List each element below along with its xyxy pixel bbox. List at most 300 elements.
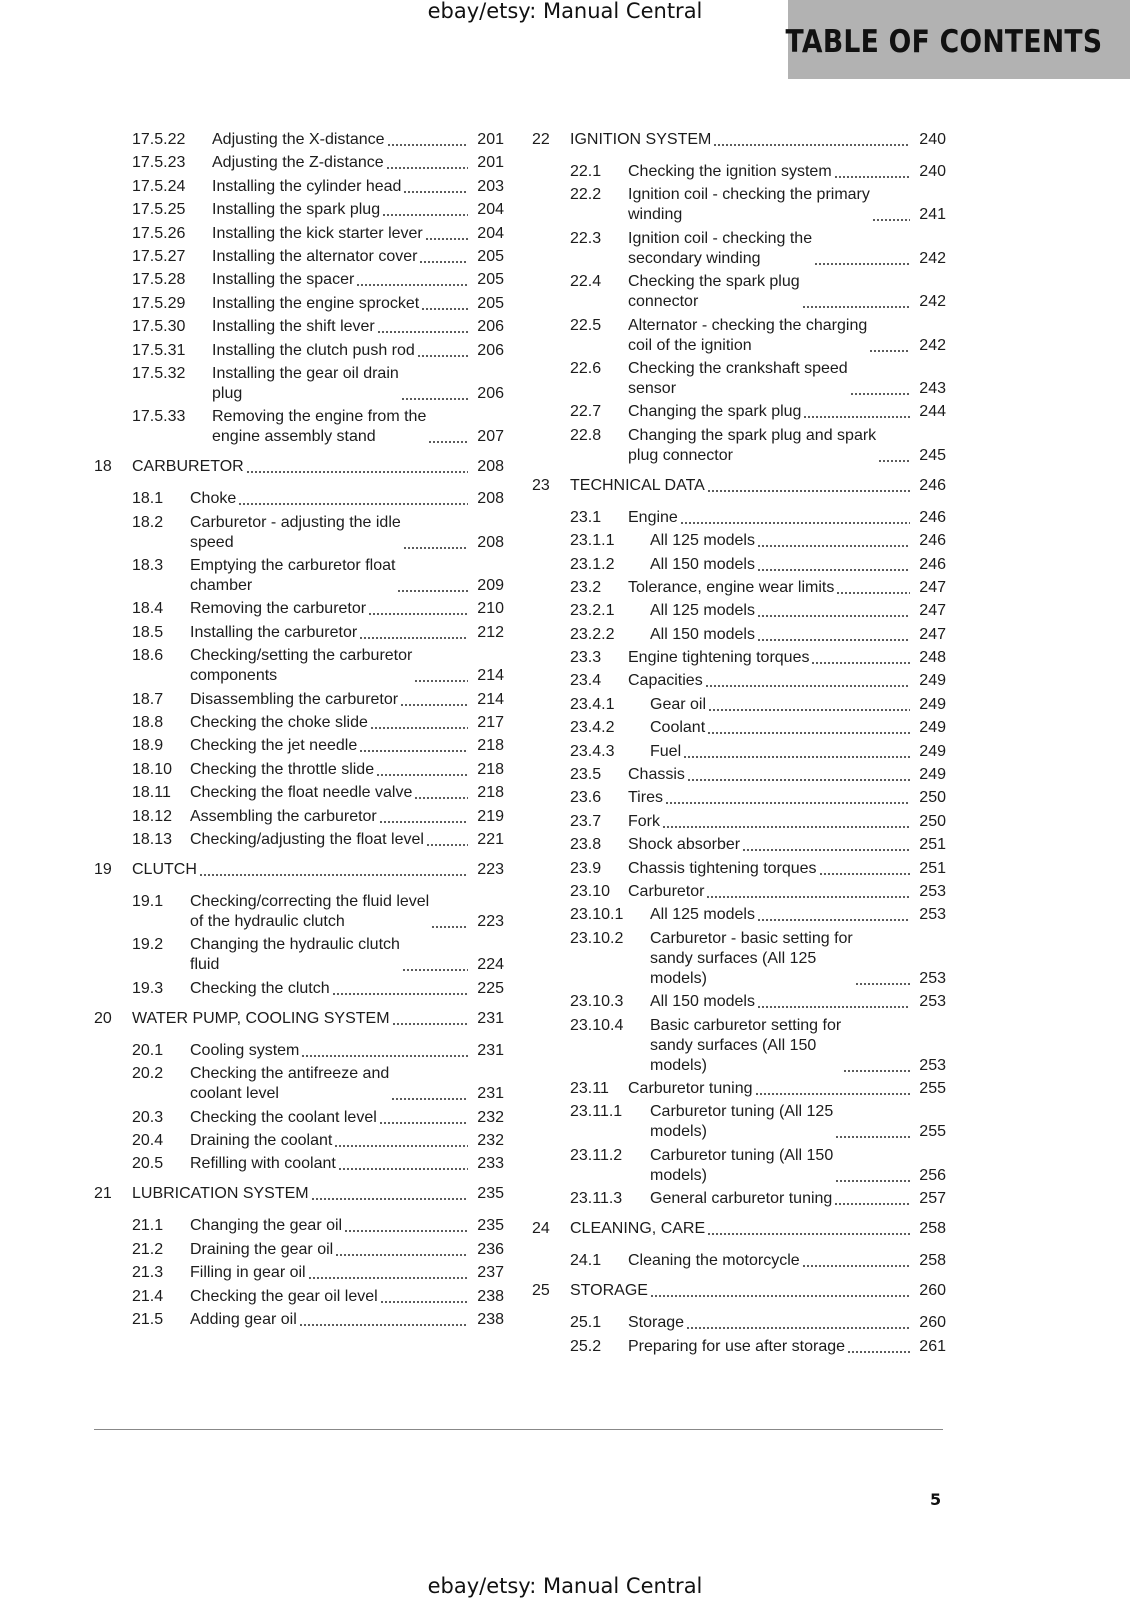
toc-entry-title: Tires: [628, 789, 663, 807]
header-banner: [785, 0, 1130, 79]
toc-entry[interactable]: [532, 882, 946, 902]
toc-entry-title: All 125 models: [650, 532, 755, 550]
toc-entry-title: STORAGE: [570, 1282, 648, 1300]
dot-leader: [344, 1221, 468, 1233]
dot-leader: [869, 341, 910, 353]
toc-entry-title: Emptying the carburetor float chamber: [190, 557, 396, 595]
toc-entry[interactable]: [94, 783, 504, 803]
toc-chapter[interactable]: [94, 860, 504, 880]
toc-entry-page: 208: [477, 458, 504, 476]
toc-entry[interactable]: [94, 1310, 504, 1330]
toc-entry[interactable]: [532, 272, 946, 312]
toc-entry[interactable]: [94, 224, 504, 244]
toc-entry-title: Gear oil: [650, 695, 707, 713]
dot-leader: [308, 1268, 468, 1280]
toc-entry[interactable]: [532, 1016, 946, 1076]
toc-entry-page: 214: [477, 690, 504, 708]
toc-entry-page: 232: [477, 1131, 504, 1149]
page-number: 5: [930, 1490, 942, 1509]
toc-entry[interactable]: [94, 1240, 504, 1260]
toc-entry[interactable]: [94, 556, 504, 596]
toc-entry[interactable]: [94, 713, 504, 733]
toc-entry-page: 258: [919, 1220, 946, 1238]
toc-entry-number: 23.10.4: [570, 1016, 624, 1034]
toc-entry-page: 209: [477, 577, 504, 595]
toc-entry-title: Carburetor: [628, 882, 705, 900]
toc-entry-number: 19.2: [132, 936, 164, 954]
toc-entry-number: 17.5.30: [132, 318, 186, 336]
dot-leader: [836, 583, 910, 595]
toc-entry[interactable]: [94, 1216, 504, 1236]
toc-entry[interactable]: [532, 835, 946, 855]
toc-entry-page: 249: [919, 766, 946, 784]
toc-entry-title: Draining the coolant: [190, 1131, 333, 1149]
toc-entry-page: 260: [919, 1282, 946, 1300]
toc-entry-title: All 150 models: [650, 993, 755, 1011]
toc-entry[interactable]: [532, 1102, 946, 1142]
toc-column-right: [532, 130, 946, 1360]
toc-entry[interactable]: [532, 695, 946, 715]
toc-entry-number: 23.11: [570, 1079, 609, 1097]
dot-leader: [803, 407, 910, 419]
watermark-bottom: ebay/etsy: Manual Central: [427, 1574, 703, 1598]
toc-entry-number: 17.5.27: [132, 247, 186, 265]
toc-entry-number: 23.2.1: [570, 602, 615, 620]
toc-entry-title: Ignition coil - checking the primary winding: [628, 186, 870, 224]
toc-entry-page: 235: [477, 1217, 504, 1235]
toc-entry-page: 248: [919, 649, 946, 667]
toc-entry[interactable]: [94, 1263, 504, 1283]
toc-entry-title: IGNITION SYSTEM: [570, 131, 712, 148]
toc-entry-number: 23.2.2: [570, 625, 615, 643]
toc-entry[interactable]: [532, 812, 946, 832]
toc-entry[interactable]: [94, 247, 504, 267]
toc-entry-page: 208: [477, 490, 504, 508]
toc-entry[interactable]: [532, 601, 946, 621]
toc-entry[interactable]: [532, 531, 946, 551]
toc-entry[interactable]: [94, 1108, 504, 1128]
toc-entry[interactable]: [532, 671, 946, 691]
dot-leader: [687, 770, 910, 782]
toc-entry-page: 256: [919, 1166, 946, 1184]
dot-leader: [417, 346, 468, 358]
toc-entry-page: 203: [477, 177, 504, 195]
toc-entry[interactable]: [532, 625, 946, 645]
toc-entry-number: 18.8: [132, 714, 164, 732]
toc-entry-page: 217: [477, 714, 504, 732]
dot-leader: [811, 653, 910, 665]
toc-entry-page: 242: [919, 293, 946, 311]
toc-entry[interactable]: [532, 359, 946, 399]
toc-entry-number: 18.12: [132, 807, 173, 825]
watermark-top: ebay/etsy: Manual Central: [427, 0, 703, 23]
toc-entry-number: 21.5: [132, 1310, 164, 1328]
toc-entry-title: LUBRICATION SYSTEM: [132, 1185, 309, 1203]
page-title: TABLE OF CONTENTS: [785, 24, 1102, 60]
dot-leader: [843, 1061, 910, 1073]
toc-entry[interactable]: [532, 905, 946, 925]
dot-leader: [335, 1245, 468, 1257]
toc-entry-page: 218: [477, 784, 504, 802]
toc-entry-title: Checking the ignition system: [628, 163, 832, 180]
dot-leader: [850, 384, 910, 396]
toc-entry-title: Adjusting the Z-distance: [212, 154, 384, 172]
toc-entry[interactable]: [94, 407, 504, 447]
toc-entry-title: CLEANING, CARE: [570, 1220, 706, 1238]
toc-chapter[interactable]: [94, 1009, 504, 1029]
toc-entry-page: 249: [919, 672, 946, 690]
toc-entry-title: Assembling the carburetor: [190, 807, 377, 825]
toc-entry-page: 206: [477, 384, 504, 402]
toc-entry[interactable]: [94, 177, 504, 197]
toc-entry[interactable]: [94, 200, 504, 220]
toc-entry-page: 240: [919, 131, 946, 148]
toc-entry-number: 23.10.3: [570, 993, 624, 1011]
toc-entry-page: 251: [919, 859, 946, 877]
dot-leader: [299, 1315, 468, 1327]
dot-leader: [356, 275, 468, 287]
dot-leader: [686, 1318, 910, 1330]
toc-entry-number: 23.11.3: [570, 1190, 623, 1208]
toc-entry-number: 20.3: [132, 1108, 164, 1126]
toc-entry[interactable]: [532, 578, 946, 598]
toc-entry-title: Installing the spacer: [212, 271, 355, 289]
dot-leader: [403, 538, 468, 550]
toc-entry-number: 19.1: [132, 892, 164, 910]
toc-entry-page: 260: [919, 1314, 946, 1332]
toc-entry-number: 18.9: [132, 737, 164, 755]
toc-chapter[interactable]: [532, 476, 946, 496]
footer-divider: [94, 1429, 943, 1430]
toc-column-left: [94, 130, 504, 1333]
toc-entry-title: Preparing for use after storage: [628, 1337, 846, 1355]
toc-entry-title: Checking the float needle valve: [190, 784, 413, 802]
dot-leader: [414, 788, 468, 800]
toc-chapter[interactable]: [532, 1219, 946, 1239]
toc-entry-title: Adjusting the X-distance: [212, 131, 385, 148]
toc-entry-number: 23.4.2: [570, 719, 615, 737]
toc-entry-page: 205: [477, 271, 504, 289]
toc-entry-number: 18.13: [132, 830, 173, 848]
toc-entry[interactable]: [532, 402, 946, 422]
toc-entry-title: Installing the cylinder head: [212, 177, 402, 195]
toc-entry-title: All 125 models: [650, 602, 755, 620]
toc-entry[interactable]: [94, 364, 504, 404]
toc-entry-page: 238: [477, 1287, 504, 1305]
toc-entry-title: Ignition coil - checking the secondary winding: [628, 229, 813, 267]
dot-leader: [377, 322, 468, 334]
dot-leader: [872, 210, 910, 222]
toc-entry-page: 204: [477, 201, 504, 219]
toc-entry[interactable]: [532, 648, 946, 668]
toc-entry-title: Carburetor tuning: [628, 1079, 753, 1097]
toc-entry[interactable]: [94, 153, 504, 173]
toc-entry[interactable]: [94, 690, 504, 710]
toc-entry-title: CLUTCH: [132, 860, 197, 878]
dot-leader: [332, 984, 468, 996]
toc-entry-title: Adding gear oil: [190, 1310, 297, 1328]
toc-entry-page: 221: [477, 830, 504, 848]
toc-entry-number: 19.3: [132, 979, 164, 997]
toc-entry-page: 231: [477, 1041, 504, 1059]
toc-entry-title: Cooling system: [190, 1041, 300, 1059]
toc-entry[interactable]: [94, 317, 504, 337]
toc-entry-title: Changing the spark plug and spark plug connector: [628, 426, 877, 464]
toc-entry-number: 18.2: [132, 513, 164, 531]
toc-entry-number: 17.5.31: [132, 341, 186, 359]
toc-entry-number: 20: [94, 1009, 112, 1027]
toc-entry[interactable]: [532, 1313, 946, 1333]
dot-leader: [397, 581, 468, 593]
dot-leader: [338, 1159, 468, 1171]
toc-entry-title: Checking the gear oil level: [190, 1287, 378, 1305]
dot-leader: [834, 1194, 910, 1206]
toc-entry-title: Changing the hydraulic clutch fluid: [190, 936, 400, 974]
toc-entry-page: 253: [919, 882, 946, 900]
dot-leader: [683, 747, 910, 759]
dot-leader: [419, 252, 468, 264]
toc-entry[interactable]: [94, 1287, 504, 1307]
toc-entry-number: 18.4: [132, 600, 164, 618]
toc-entry-page: 253: [919, 1056, 946, 1074]
toc-entry-number: 25.2: [570, 1337, 602, 1355]
toc-entry[interactable]: [532, 765, 946, 785]
toc-entry[interactable]: [532, 1079, 946, 1099]
toc-entry[interactable]: [94, 341, 504, 361]
dot-leader: [370, 718, 468, 730]
toc-entry-title: Carburetor - basic setting for sandy surfaces (All 125 models): [650, 929, 853, 987]
toc-entry-page: 246: [919, 476, 946, 494]
toc-chapter[interactable]: [94, 1184, 504, 1204]
dot-leader: [742, 840, 910, 852]
dot-leader: [379, 1113, 468, 1125]
toc-entry-title: General carburetor tuning: [650, 1190, 833, 1208]
toc-entry[interactable]: [532, 1189, 946, 1209]
toc-entry-title: Installing the shift lever: [212, 318, 375, 336]
toc-entry[interactable]: [532, 1251, 946, 1271]
toc-entry-page: 206: [477, 318, 504, 336]
toc-entry-page: 261: [919, 1337, 946, 1355]
toc-entry-page: 235: [477, 1185, 504, 1203]
toc-entry-number: 23.1: [570, 508, 602, 526]
toc-entry-title: Checking the choke slide: [190, 714, 368, 732]
toc-entry[interactable]: [94, 1041, 504, 1061]
toc-entry-title: Checking the jet needle: [190, 737, 358, 755]
toc-entry-page: 231: [477, 1009, 504, 1027]
dot-leader: [757, 560, 910, 572]
toc-entry[interactable]: [94, 294, 504, 314]
toc-entry-page: 250: [919, 812, 946, 830]
toc-entry[interactable]: [532, 859, 946, 879]
toc-entry-page: 224: [477, 956, 504, 974]
dot-leader: [431, 917, 468, 929]
dot-leader: [680, 513, 910, 525]
toc-entry-page: 247: [919, 578, 946, 596]
toc-entry[interactable]: [532, 426, 946, 466]
toc-entry-page: 208: [477, 533, 504, 551]
toc-entry-number: 23.10.2: [570, 929, 624, 947]
toc-entry-page: 201: [477, 131, 504, 148]
toc-entry-title: Installing the spark plug: [212, 201, 381, 219]
toc-entry-page: 251: [919, 836, 946, 854]
toc-entry-page: 242: [919, 336, 946, 354]
toc-entry-page: 255: [919, 1123, 946, 1141]
toc-entry[interactable]: [532, 162, 946, 182]
toc-entry[interactable]: [532, 742, 946, 762]
dot-leader: [713, 135, 910, 147]
toc-entry-number: 20.2: [132, 1065, 164, 1083]
toc-entry-number: 23.9: [570, 859, 602, 877]
dot-leader: [665, 793, 910, 805]
toc-chapter[interactable]: [532, 1281, 946, 1301]
toc-entry[interactable]: [94, 979, 504, 999]
toc-chapter[interactable]: [532, 130, 946, 150]
toc-entry[interactable]: [94, 513, 504, 553]
toc-entry[interactable]: [94, 736, 504, 756]
toc-entry-title: Carburetor tuning (All 150 models): [650, 1146, 834, 1184]
toc-entry-title: Checking/adjusting the float level: [190, 830, 424, 848]
dot-leader: [400, 695, 468, 707]
toc-entry-title: TECHNICAL DATA: [570, 476, 705, 494]
toc-entry-number: 22: [532, 131, 550, 148]
dot-leader: [802, 297, 910, 309]
toc-entry-number: 18.1: [132, 490, 164, 508]
dot-leader: [757, 630, 910, 642]
dot-leader: [814, 254, 910, 266]
toc-entry[interactable]: [94, 1064, 504, 1104]
toc-entry[interactable]: [94, 130, 504, 150]
toc-chapter[interactable]: [94, 457, 504, 477]
toc-entry-page: 238: [477, 1310, 504, 1328]
toc-entry[interactable]: [532, 788, 946, 808]
toc-entry[interactable]: [94, 760, 504, 780]
toc-entry[interactable]: [532, 718, 946, 738]
toc-entry[interactable]: [532, 185, 946, 225]
toc-entry-title: Checking the clutch: [190, 979, 330, 997]
toc-entry[interactable]: [94, 270, 504, 290]
dot-leader: [707, 481, 910, 493]
dot-leader: [819, 864, 910, 876]
toc-entry-page: 249: [919, 719, 946, 737]
toc-entry-page: 246: [919, 532, 946, 550]
toc-entry-number: 21: [94, 1185, 112, 1203]
toc-entry-page: 257: [919, 1190, 946, 1208]
toc-entry-number: 22.8: [570, 426, 602, 444]
toc-entry[interactable]: [94, 892, 504, 932]
toc-entry-number: 23.10: [570, 882, 611, 900]
toc-entry[interactable]: [94, 807, 504, 827]
dot-leader: [403, 182, 468, 194]
toc-entry-page: 253: [919, 969, 946, 987]
toc-entry-title: Carburetor - adjusting the idle speed: [190, 513, 401, 551]
toc-entry[interactable]: [94, 1131, 504, 1151]
toc-entry[interactable]: [532, 316, 946, 356]
toc-entry-number: 18.3: [132, 557, 164, 575]
toc-entry[interactable]: [94, 646, 504, 686]
toc-entry-title: Changing the spark plug: [628, 403, 802, 421]
dot-leader: [421, 299, 468, 311]
dot-leader: [425, 229, 468, 241]
toc-entry-title: Cleaning the motorcycle: [628, 1252, 800, 1270]
toc-entry-title: Chassis tightening torques: [628, 859, 817, 877]
toc-entry-number: 17.5.33: [132, 408, 186, 426]
toc-entry-number: 21.1: [132, 1217, 164, 1235]
toc-entry[interactable]: [532, 1146, 946, 1186]
toc-entry[interactable]: [94, 599, 504, 619]
toc-entry-number: 20.4: [132, 1131, 164, 1149]
toc-entry[interactable]: [532, 929, 946, 989]
toc-entry-title: Coolant: [650, 719, 706, 737]
toc-entry-page: 218: [477, 760, 504, 778]
dot-leader: [311, 1189, 468, 1201]
toc-entry-number: 23.7: [570, 812, 602, 830]
toc-entry-title: Checking the antifreeze and coolant level: [190, 1065, 390, 1103]
toc-entry-title: Tolerance, engine wear limits: [628, 578, 835, 596]
toc-entry-title: Disassembling the carburetor: [190, 690, 399, 708]
dot-leader: [199, 865, 468, 877]
toc-entry-number: 18.10: [132, 760, 173, 778]
toc-entry-title: Installing the carburetor: [190, 623, 358, 641]
toc-entry-title: Removing the carburetor: [190, 600, 367, 618]
toc-entry[interactable]: [94, 489, 504, 509]
toc-entry-page: 205: [477, 247, 504, 265]
dot-leader: [705, 676, 910, 688]
toc-entry[interactable]: [94, 935, 504, 975]
dot-leader: [847, 1342, 910, 1354]
toc-entry-page: 255: [919, 1079, 946, 1097]
toc-entry-number: 17.5.24: [132, 177, 186, 195]
toc-entry-number: 17.5.23: [132, 154, 186, 172]
toc-entry[interactable]: [532, 508, 946, 528]
toc-entry-page: 241: [919, 206, 946, 224]
toc-entry-number: 20.5: [132, 1155, 164, 1173]
toc-entry-number: 18: [94, 458, 112, 476]
toc-entry[interactable]: [532, 555, 946, 575]
toc-entry-title: Filling in gear oil: [190, 1264, 306, 1282]
toc-entry-number: 17.5.26: [132, 224, 186, 242]
dot-leader: [386, 158, 468, 170]
dot-leader: [392, 1014, 468, 1026]
toc-entry-number: 23: [532, 476, 550, 494]
toc-entry-page: 249: [919, 695, 946, 713]
toc-entry[interactable]: [532, 992, 946, 1012]
toc-entry-number: 18.5: [132, 623, 164, 641]
toc-entry[interactable]: [94, 623, 504, 643]
dot-leader: [662, 817, 910, 829]
toc-entry-number: 17.5.22: [132, 131, 186, 148]
toc-entry[interactable]: [532, 229, 946, 269]
toc-entry[interactable]: [532, 1337, 946, 1357]
toc-entry-page: 243: [919, 379, 946, 397]
toc-entry-title: Installing the gear oil drain plug: [212, 364, 399, 402]
dot-leader: [707, 1224, 910, 1236]
dot-leader: [359, 741, 468, 753]
toc-entry-title: Engine tightening torques: [628, 649, 810, 667]
toc-entry-number: 22.5: [570, 316, 602, 334]
dot-leader: [380, 1292, 468, 1304]
toc-entry-page: 214: [477, 667, 504, 685]
toc-entry-page: 242: [919, 249, 946, 267]
toc-entry-page: 205: [477, 294, 504, 312]
toc-entry-number: 23.4.3: [570, 742, 615, 760]
toc-entry-title: All 125 models: [650, 906, 755, 924]
toc-entry-page: 250: [919, 789, 946, 807]
toc-entry-page: 223: [477, 912, 504, 930]
toc-entry-title: Fork: [628, 812, 660, 830]
toc-entry-title: WATER PUMP, COOLING SYSTEM: [132, 1009, 390, 1027]
toc-entry[interactable]: [94, 1154, 504, 1174]
toc-entry[interactable]: [94, 830, 504, 850]
